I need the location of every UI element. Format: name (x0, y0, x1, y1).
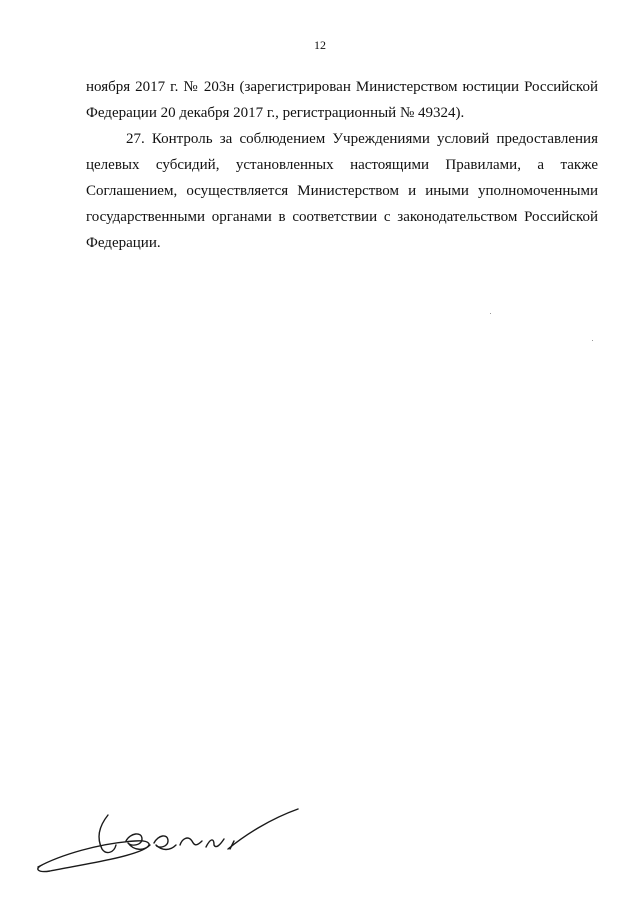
document-body (86, 74, 598, 256)
page-number: 12 (314, 38, 326, 52)
scan-speck (592, 340, 593, 341)
scan-speck (490, 313, 491, 314)
handwritten-signature (30, 805, 310, 885)
paragraph-continuation: ноября 2017 г. № 203н (зарегистрирован Министерством юстиции Российской Федерации 20 декабря 2017 г., регистрационный № 49324). (86, 79, 598, 121)
paragraph-27: 27. Контроль за соблюдением Учреждениями условий предоставления целевых субсидий, установленных настоящими Правилами, а также Соглашением, осуществляется Министерством и иными уполномоченными государственными органами в соответствии с законодательством Российской Федерации. (86, 131, 598, 251)
